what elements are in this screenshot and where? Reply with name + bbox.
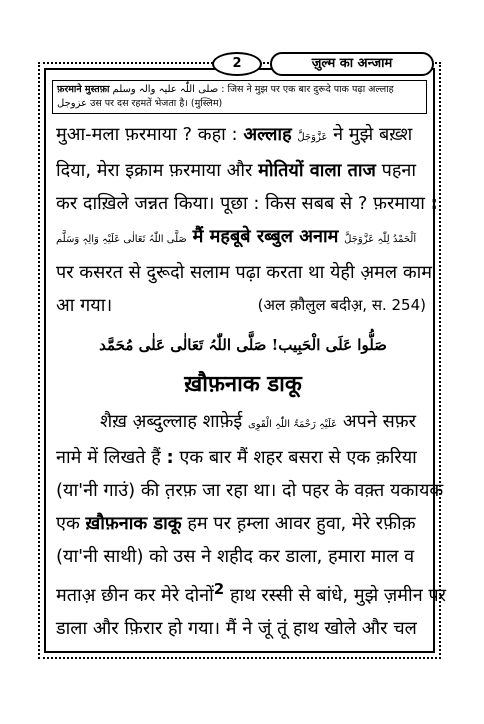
citation: (अल क़ौलुल बदीअ़, स. 254) — [257, 296, 426, 314]
text-span: मुआ-मला फ़रमाया ? कहा : — [56, 124, 244, 145]
text-span: एक — [56, 513, 86, 534]
text-span: पहना — [375, 160, 417, 181]
text-line — [56, 220, 426, 256]
pearl-crown-bold: मोतियों वाला ताज — [258, 160, 376, 181]
book-title: ज़ुल्म का अन्जाम — [270, 52, 434, 76]
text-span: दिया, मेरा इक्राम फ़रमाया और — [56, 160, 259, 181]
text-line — [56, 507, 426, 540]
allah-bold: अल्लाह — [243, 124, 292, 145]
colon-bold: : — [166, 447, 174, 468]
dacoit-bold: ख़ौफ़नाक डाकू — [85, 513, 182, 534]
text-line: डाला और फ़िरार हो गया। मैं ने जूं तूं हाथ खोले और चल — [56, 618, 417, 639]
text-span: एक बार मैं शहर बसरा से एक क़रिया — [173, 447, 417, 468]
hadith-text: : जिस ने मुझ पर एक बार दुरूदे पाक पढ़ा अल्लाह — [221, 84, 394, 95]
arabic-honorific: عَزَّوَجَلَّ — [297, 132, 328, 143]
text-span: हम पर ह़म्ला आवर हुवा, मेरे रफ़ीक़ — [181, 513, 416, 534]
paragraph-2 — [56, 405, 446, 645]
text-line — [56, 154, 426, 187]
text-span: हाथ रस्सी से बांधे, मुझे ज़मीन पर — [224, 585, 446, 606]
hadith-text-2: उस पर दस रहमतें भेजता है। — [90, 98, 188, 109]
hadith-source: (मुस्लिम) — [190, 98, 223, 109]
arabic-hamd: اَلْحَمْدُ لِلّٰہِ عَزَّوَجَلَّ — [344, 234, 417, 245]
text-line — [56, 187, 438, 220]
text-span: नामे में लिखते हैं — [56, 447, 167, 468]
text-line: (या'नी साथी) को उस ने शहीद कर डाला, हमारा माल व — [56, 546, 415, 567]
arabic-salutation: صَلَّی اللّٰہُ تَعَالٰی عَلَیْہِ وَالِہٖ وَسَلَّم — [56, 234, 187, 245]
section-heading: ख़ौफ़नाक डाकू — [184, 372, 302, 397]
text-span: मैं महबूबे रब्बुल अनाम — [192, 226, 339, 247]
azza-arabic: عزوجل — [57, 98, 88, 109]
hadith-box — [52, 80, 427, 114]
text-span: शैख़ अ़ब्दुल्लाह शाफ़ेई — [100, 411, 248, 432]
hadith-lead: फ़रमाने मुस्तफ़ा — [57, 84, 110, 95]
text-span: आ गया। — [56, 295, 113, 316]
page-number: 2 — [212, 52, 262, 76]
honorific-arabic: صلی اللّٰہ علیہ والہ وسلم — [112, 84, 219, 95]
text-span: मताअ़ छीन कर मेरे दोनों — [56, 585, 214, 606]
arabic-rahmat: عَلَیْہِ رَحْمَۃُ اللّٰہِ الْقَوِی — [247, 419, 338, 430]
text-line: (या'नी गाउं) की त़रफ़ जा रहा था। दो पहर के वक़्त यकायक — [56, 480, 444, 501]
text-span: ने मुझे बख़्श — [327, 124, 413, 145]
text-line: पर कसरत से दुरूदो सलाम पढ़ा करता था येही अ़मल काम — [56, 262, 433, 283]
paragraph-1 — [56, 118, 438, 322]
colon-bold: : — [430, 193, 438, 214]
superscript: 2 — [213, 580, 225, 598]
text-line — [56, 405, 426, 441]
text-line — [56, 573, 446, 612]
text-line — [56, 118, 426, 154]
text-line — [56, 289, 426, 322]
text-span: अपने सफ़र — [337, 411, 416, 432]
text-line — [56, 441, 426, 474]
salawat-arabic: صَلُّوا عَلَی الْحَبِیب! صَلَّی اللّٰہُ تَعَالٰی عَلٰی مُحَمَّد — [99, 336, 387, 354]
text-span: कर दाख़िले जन्नत किया। पूछा : किस सबब से ? फ़रमाया — [56, 193, 431, 214]
